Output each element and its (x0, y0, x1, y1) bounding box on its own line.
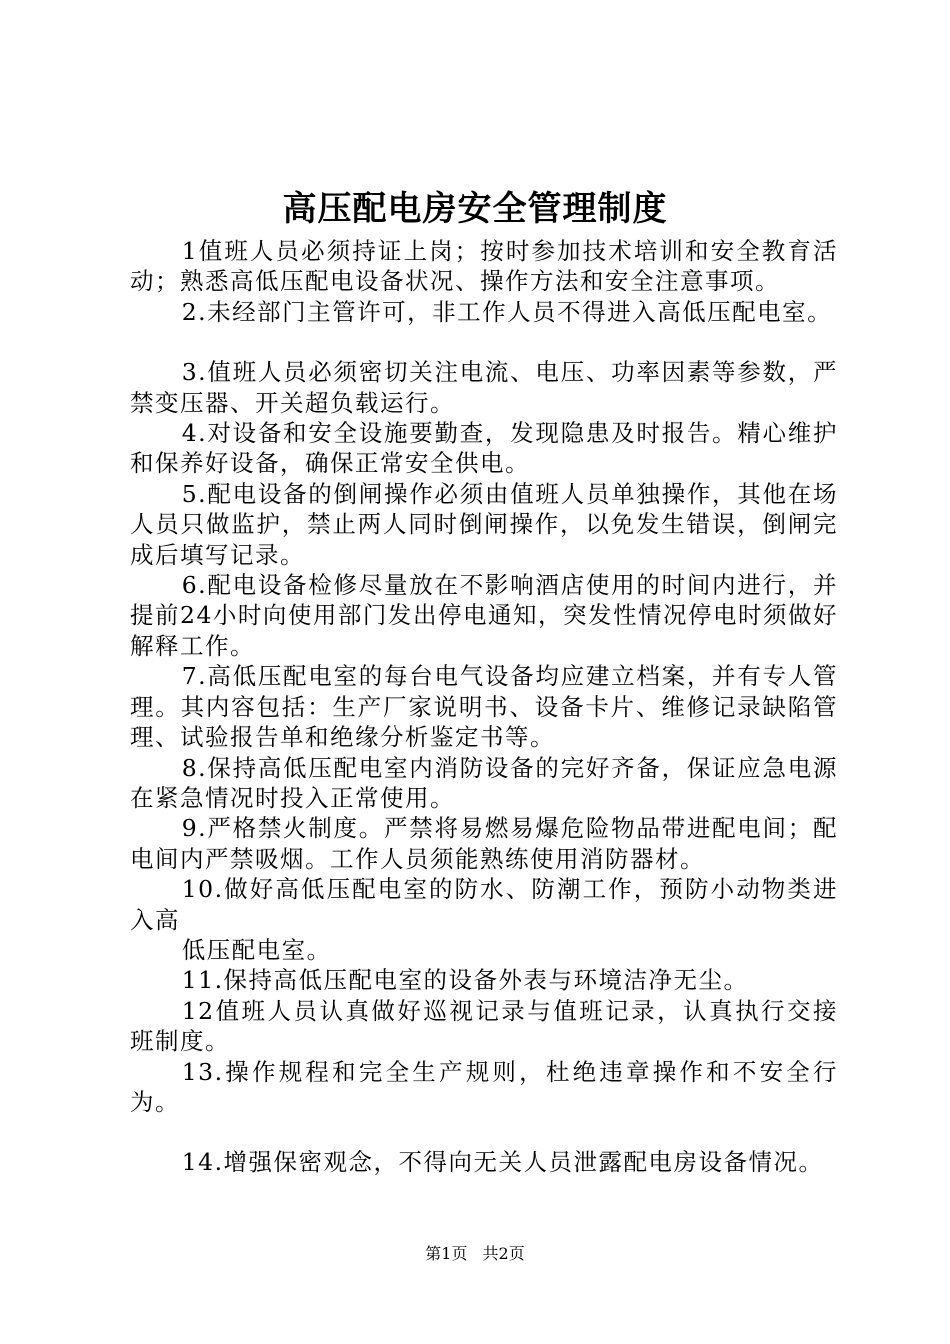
rule-paragraph-2: 2.未经部门主管许可，非工作人员不得进入高低压配电室。 (181, 297, 833, 326)
rule-paragraph-14: 14.增强保密观念，不得向无关人员泄露配电房设备情况。 (181, 1148, 824, 1177)
rule-paragraph-10-continuation: 低压配电室。 (181, 935, 332, 964)
rule-paragraph-13: 13.操作规程和完全生产规则，杜绝违章操作和不安全行为。 (130, 1057, 838, 1116)
document-title: 高压配电房安全管理制度 (282, 189, 668, 229)
rule-paragraph-9: 9.严格禁火制度。严禁将易燃易爆危险物品带进配电间；配电间内严禁吸烟。工作人员须能熟练使用消防器材。 (130, 814, 838, 873)
rule-paragraph-11: 11.保持高低压配电室的设备外表与环境洁净无尘。 (181, 966, 749, 995)
page-total: 共2页 (482, 1244, 525, 1263)
rule-paragraph-7: 7.高低压配电室的每台电气设备均应建立档案，并有专人管理。其内容包括：生产厂家说明书、设备卡片、维修记录缺陷管理、试验报告单和绝缘分析鉴定书等。 (130, 662, 838, 752)
rule-paragraph-8: 8.保持高低压配电室内消防设备的完好齐备，保证应急电源在紧急情况时投入正常使用。 (130, 753, 838, 812)
rule-paragraph-6: 6.配电设备检修尽量放在不影响酒店使用的时间内进行，并提前24小时向使用部门发出停电通知，突发性情况停电时须做好解释工作。 (130, 571, 838, 660)
page-number: 第1页 (425, 1244, 468, 1263)
rule-paragraph-10: 10.做好高低压配电室的防水、防潮工作，预防小动物类进入高 (130, 875, 838, 934)
rule-paragraph-1: 1值班人员必须持证上岗；按时参加技术培训和安全教育活动；熟悉高低压配电设备状况、操作方法和安全注意事项。 (130, 237, 838, 296)
rule-paragraph-5: 5.配电设备的倒闸操作必须由值班人员单独操作，其他在场人员只做监护，禁止两人同时倒闸操作，以免发生错误，倒闸完成后填写记录。 (130, 479, 838, 569)
rule-paragraph-4: 4.对设备和安全设施要勤查，发现隐患及时报告。精心维护和保养好设备，确保正常安全供电。 (130, 419, 838, 478)
rule-paragraph-12: 12值班人员认真做好巡视记录与值班记录，认真执行交接班制度。 (130, 996, 838, 1056)
page-footer (0, 1242, 950, 1266)
document-body (130, 236, 838, 1178)
rule-paragraph-3: 3.值班人员必须密切关注电流、电压、功率因素等参数，严禁变压器、开关超负载运行。 (130, 358, 838, 417)
